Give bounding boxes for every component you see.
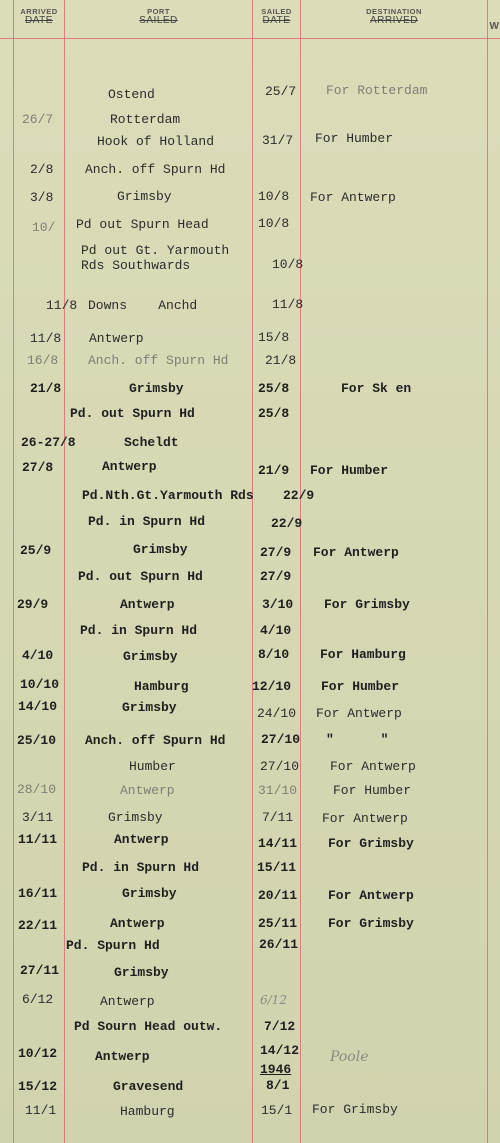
arrived-cell: 22/11 <box>18 918 58 933</box>
port-cell: Antwerp <box>120 783 175 798</box>
sailed-cell: 22/9 <box>271 516 303 531</box>
arrived-cell: 25/9 <box>20 543 52 558</box>
destination-cell: For Antwerp <box>330 759 416 774</box>
destination-cell: " " <box>326 732 389 747</box>
port-cell: Hamburg <box>120 1104 175 1119</box>
sailed-cell: 11/8 <box>272 297 304 312</box>
port-cell: Pd. out Spurn Hd <box>78 569 203 584</box>
header-label: SAILED <box>139 15 178 26</box>
arrived-cell: 10/10 <box>20 677 60 692</box>
arrived-cell: 10/ <box>32 220 56 235</box>
arrived-cell: 3/11 <box>22 810 54 825</box>
port-cell: Grimsby <box>117 189 172 204</box>
port-cell: Grimsby <box>133 542 188 557</box>
sailed-cell: 26/11 <box>259 937 299 952</box>
header-label: DATE <box>262 15 291 26</box>
arrived-cell: 11/8 <box>30 331 62 346</box>
port-cell: Gravesend <box>113 1079 184 1094</box>
sailed-cell: 8/10 <box>258 647 290 662</box>
destination-cell: For Rotterdam <box>326 83 428 98</box>
sailed-cell: 14/11 <box>258 836 298 851</box>
header-label: PORT <box>147 7 170 16</box>
destination-cell: For Sk en <box>341 381 412 396</box>
arrived-cell: 2/8 <box>30 162 54 177</box>
arrived-cell: 4/10 <box>22 648 54 663</box>
arrived-cell: 11/8 <box>46 298 78 313</box>
header-label: ARRIVED <box>370 15 418 26</box>
arrived-cell: 11/1 <box>25 1103 57 1118</box>
sailed-cell: 24/10 <box>257 706 297 721</box>
arrived-cell: 25/10 <box>17 733 57 748</box>
destination-cell: For Hamburg <box>320 647 406 662</box>
sailed-cell: 4/10 <box>260 623 292 638</box>
destination-cell: For Antwerp <box>322 811 408 826</box>
port-cell: Rotterdam <box>110 112 181 127</box>
port-cell: Anch. off Spurn Hd <box>85 162 226 177</box>
arrived-cell: 16/11 <box>18 886 58 901</box>
port-cell: Antwerp <box>110 916 165 931</box>
port-cell: Rds Southwards <box>81 258 191 273</box>
margin-rule <box>13 0 14 1143</box>
port-cell: Humber <box>129 759 176 774</box>
column-rule <box>487 0 488 1143</box>
sailed-cell: 21/9 <box>258 463 290 478</box>
arrived-cell: 11/11 <box>18 832 58 847</box>
header-rule <box>0 38 500 39</box>
sailed-cell: 10/8 <box>272 257 304 272</box>
port-cell: Pd out Gt. Yarmouth <box>81 243 230 258</box>
port-cell: Downs Anchd <box>88 298 198 313</box>
arrived-cell: 27/11 <box>20 963 60 978</box>
port-cell: Pd. in Spurn Hd <box>80 623 198 638</box>
destination-cell: For Antwerp <box>316 706 402 721</box>
arrived-cell: 21/8 <box>30 381 62 396</box>
sailed-cell: 31/7 <box>262 133 294 148</box>
port-cell: Grimsby <box>122 700 177 715</box>
port-cell: Antwerp <box>95 1049 150 1064</box>
year-cell: 1946 <box>260 1062 292 1077</box>
port-cell: Grimsby <box>108 810 163 825</box>
sailed-cell: 21/8 <box>265 353 297 368</box>
sailed-cell: 22/9 <box>283 488 315 503</box>
port-cell: Antwerp <box>100 994 155 1009</box>
sailed-cell: 25/7 <box>265 84 297 99</box>
destination-cell: For Antwerp <box>328 888 414 903</box>
destination-cell: Poole <box>330 1049 369 1065</box>
port-cell: Hook of Holland <box>97 134 215 149</box>
sailed-cell: 8/1 <box>266 1078 290 1093</box>
arrived-cell: 26-27/8 <box>21 435 76 450</box>
sailed-cell: 7/11 <box>262 810 294 825</box>
sailed-cell: 14/12 <box>260 1043 300 1058</box>
arrived-cell: 16/8 <box>27 353 59 368</box>
port-cell: Scheldt <box>124 435 179 450</box>
port-cell: Pd.Nth.Gt.Yarmouth Rds <box>82 488 254 503</box>
port-cell: Grimsby <box>114 965 169 980</box>
destination-cell: For Antwerp <box>310 190 396 205</box>
port-cell: Pd Sourn Head outw. <box>74 1019 223 1034</box>
header-label: SAILED <box>261 7 292 16</box>
header-sailed-date <box>253 7 300 25</box>
arrived-cell: 26/7 <box>22 112 54 127</box>
destination-cell: For Antwerp <box>313 545 399 560</box>
arrived-cell: 3/8 <box>30 190 54 205</box>
sailed-cell: 12/10 <box>252 679 292 694</box>
port-cell: Antwerp <box>102 459 157 474</box>
port-cell: Antwerp <box>89 331 144 346</box>
arrived-cell: 27/8 <box>22 460 54 475</box>
sailed-cell: 3/10 <box>262 597 294 612</box>
port-cell: Antwerp <box>120 597 175 612</box>
sailed-cell: 15/1 <box>261 1103 293 1118</box>
port-cell: Anch. off Spurn Hd <box>88 353 229 368</box>
destination-cell: For Grimsby <box>324 597 410 612</box>
port-cell: Grimsby <box>123 649 178 664</box>
destination-cell: For Humber <box>310 463 389 478</box>
port-cell: Pd out Spurn Head <box>76 217 209 232</box>
sailed-cell: 10/8 <box>258 216 290 231</box>
header-destination <box>301 7 487 25</box>
sailed-cell: 25/8 <box>258 381 290 396</box>
sailed-cell: 25/8 <box>258 406 290 421</box>
sailed-cell: 25/11 <box>258 916 298 931</box>
sailed-cell: 27/10 <box>260 759 300 774</box>
sailed-cell: 10/8 <box>258 189 290 204</box>
sailed-cell: 27/9 <box>260 545 292 560</box>
sailed-cell: 27/10 <box>261 732 301 747</box>
arrived-cell: 28/10 <box>17 782 57 797</box>
sailed-cell: 6/12 <box>260 993 287 1007</box>
arrived-cell: 15/12 <box>18 1079 58 1094</box>
header-arrived-date <box>14 7 64 25</box>
port-cell: Anch. off Spurn Hd <box>85 733 226 748</box>
port-cell: Pd. Spurn Hd <box>66 938 160 953</box>
arrived-cell: 14/10 <box>18 699 58 714</box>
header-label: ARRIVED <box>20 7 58 16</box>
header-label: DATE <box>25 15 53 26</box>
port-cell: Pd. in Spurn Hd <box>82 860 200 875</box>
sailed-cell: 31/10 <box>258 783 298 798</box>
sailed-cell: 7/12 <box>264 1019 296 1034</box>
column-rule <box>64 0 65 1143</box>
port-cell: Hamburg <box>134 679 189 694</box>
destination-cell: For Grimsby <box>312 1102 398 1117</box>
destination-cell: For Grimsby <box>328 916 414 931</box>
port-cell: Grimsby <box>129 381 184 396</box>
arrived-cell: 29/9 <box>17 597 49 612</box>
destination-cell: For Humber <box>315 131 394 146</box>
destination-cell: For Humber <box>333 783 412 798</box>
header-port <box>65 7 252 25</box>
port-cell: Ostend <box>108 87 155 102</box>
arrived-cell: 6/12 <box>22 992 54 1007</box>
arrived-cell: 10/12 <box>18 1046 58 1061</box>
sailed-cell: 20/11 <box>258 888 298 903</box>
header-label: DESTINATION <box>366 7 422 16</box>
port-cell: Grimsby <box>122 886 177 901</box>
sailed-cell: 15/8 <box>258 330 290 345</box>
destination-cell: For Humber <box>321 679 400 694</box>
header-extra: W <box>489 21 500 32</box>
column-rule <box>300 0 301 1143</box>
destination-cell: For Grimsby <box>328 836 414 851</box>
sailed-cell: 15/11 <box>257 860 297 875</box>
port-cell: Antwerp <box>114 832 169 847</box>
column-rule <box>252 0 253 1143</box>
port-cell: Pd. out Spurn Hd <box>70 406 195 421</box>
port-cell: Pd. in Spurn Hd <box>88 514 206 529</box>
sailed-cell: 27/9 <box>260 569 292 584</box>
